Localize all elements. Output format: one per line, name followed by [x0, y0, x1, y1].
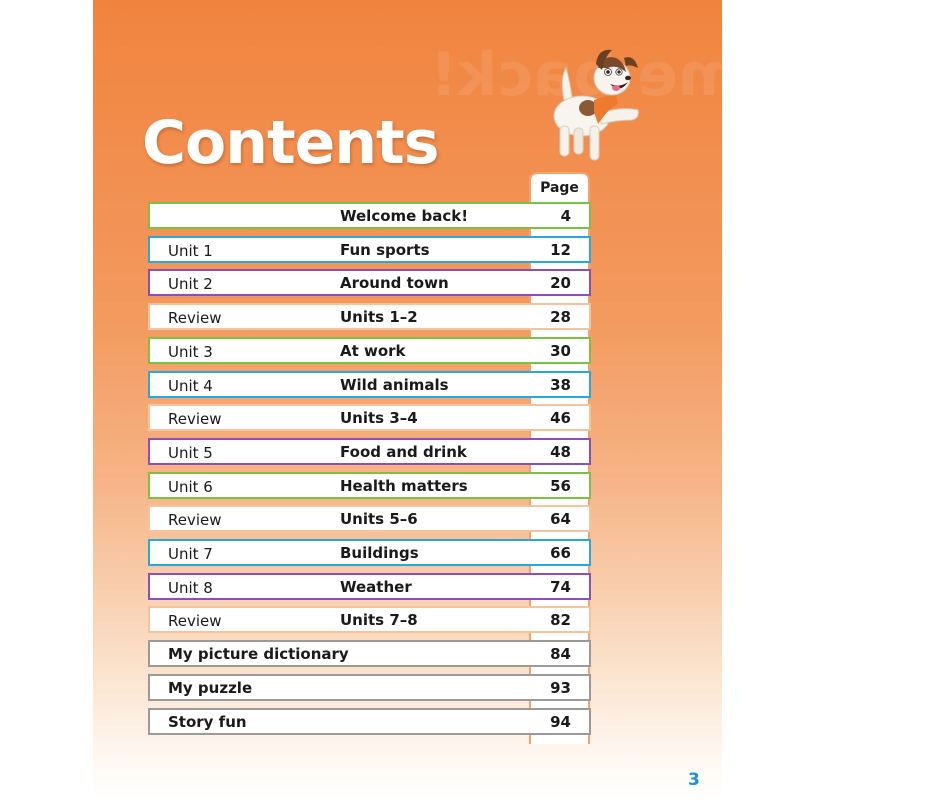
contents-row[interactable] — [148, 606, 591, 633]
row-section-label: Unit 7 — [168, 545, 213, 563]
row-topic-title: Around town — [340, 274, 449, 293]
row-page-number: 46 — [550, 409, 571, 428]
contents-row[interactable] — [148, 269, 591, 296]
row-section-label: Unit 8 — [168, 578, 213, 597]
page-number: 3 — [688, 770, 700, 790]
contents-row[interactable] — [148, 236, 591, 263]
row-page-number: 64 — [550, 510, 571, 529]
row-page-number: 4 — [560, 207, 571, 225]
row-topic-title: Story fun — [168, 712, 247, 731]
contents-row[interactable] — [148, 337, 591, 364]
contents-row[interactable] — [148, 708, 591, 735]
row-section-label: Unit 5 — [168, 443, 213, 462]
row-section-label: Unit 4 — [168, 376, 213, 395]
row-topic-title: My puzzle — [168, 678, 253, 697]
contents-row[interactable] — [148, 640, 591, 667]
contents-row[interactable] — [148, 202, 591, 229]
contents-row[interactable] — [148, 371, 591, 398]
row-topic-title: Units 5–6 — [340, 510, 418, 529]
row-section-label: Review — [168, 309, 222, 328]
show-through-text: Welcome — [637, 40, 942, 110]
row-topic-title: At work — [340, 341, 406, 360]
contents-row[interactable] — [148, 303, 591, 330]
dog-mascot-icon — [520, 38, 650, 168]
page-title: Contents — [142, 108, 439, 178]
row-page-number: 48 — [550, 442, 571, 461]
contents-row[interactable] — [148, 472, 591, 499]
row-topic-title: Buildings — [340, 544, 419, 562]
row-topic-title: Welcome back! — [340, 207, 469, 225]
row-topic-title: Weather — [340, 577, 412, 596]
row-topic-title: My picture dictionary — [168, 645, 349, 664]
row-section-label: Unit 6 — [168, 477, 213, 496]
row-page-number: 84 — [550, 645, 571, 664]
row-page-number: 20 — [550, 274, 571, 293]
row-topic-title: Wild animals — [340, 375, 449, 394]
row-section-label: Review — [168, 410, 222, 429]
row-page-number: 82 — [550, 611, 571, 630]
row-topic-title: Units 7–8 — [340, 611, 418, 630]
row-page-number: 28 — [550, 308, 571, 327]
row-topic-title: Units 1–2 — [340, 308, 418, 327]
contents-row[interactable] — [148, 404, 591, 431]
row-page-number: 12 — [550, 240, 571, 259]
row-page-number: 93 — [550, 678, 571, 697]
contents-row[interactable] — [148, 438, 591, 465]
row-page-number: 94 — [550, 712, 571, 731]
row-topic-title: Fun sports — [340, 240, 430, 259]
row-topic-title: Units 3–4 — [340, 409, 418, 428]
row-section-label: Review — [168, 511, 222, 530]
contents-row[interactable] — [148, 573, 591, 600]
page-column-header: Page — [540, 180, 579, 196]
row-page-number: 30 — [550, 341, 571, 360]
contents-row[interactable] — [148, 539, 591, 566]
contents-row[interactable] — [148, 505, 591, 532]
row-section-label: Review — [168, 612, 222, 631]
row-section-label: Unit 2 — [168, 275, 213, 294]
row-section-label: Unit 1 — [168, 241, 213, 260]
row-page-number: 56 — [550, 476, 571, 495]
row-topic-title: Food and drink — [340, 442, 467, 461]
row-page-number: 66 — [550, 544, 571, 562]
contents-row[interactable] — [148, 674, 591, 701]
row-section-label: Unit 3 — [168, 342, 213, 361]
row-topic-title: Health matters — [340, 476, 468, 495]
row-page-number: 38 — [550, 375, 571, 394]
row-page-number: 74 — [550, 577, 571, 596]
